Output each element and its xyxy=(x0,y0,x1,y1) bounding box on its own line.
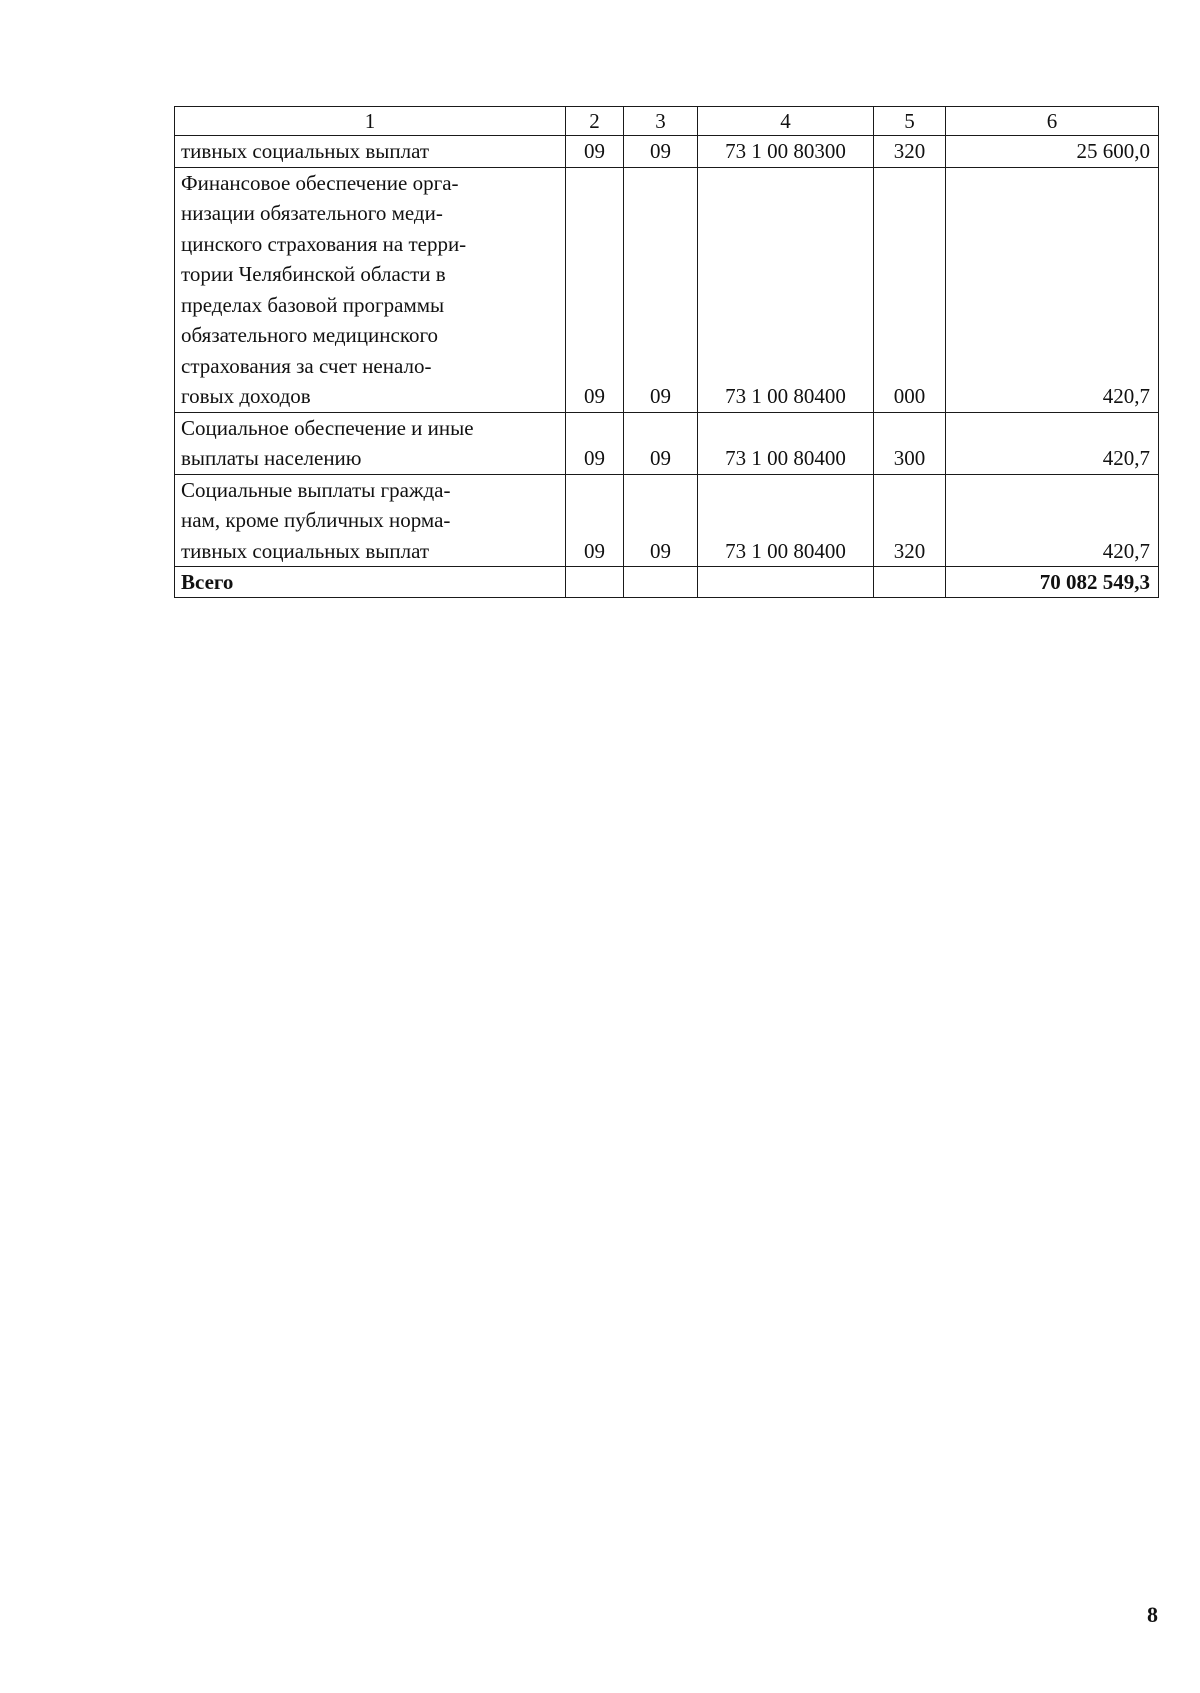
row-name-line: обязательного медицинского xyxy=(181,323,439,347)
table-row xyxy=(175,136,1159,168)
row-name-cell xyxy=(175,474,566,567)
rz-cell: 09 xyxy=(566,412,624,474)
vr-cell: 300 xyxy=(874,412,946,474)
total-sum: 70 082 549,3 xyxy=(946,567,1159,598)
row-name-line: Социальное обеспечение и иные xyxy=(181,415,474,440)
row-name-cell xyxy=(175,412,566,474)
table-row xyxy=(175,474,1159,567)
row-name-line: нам, кроме публичных норма- xyxy=(181,508,451,532)
row-name-line: говых доходов xyxy=(181,384,311,408)
column-header: 6 xyxy=(946,107,1159,136)
row-name-line: тивных социальных выплат xyxy=(181,139,430,163)
row-name-line: тории Челябинской области в xyxy=(181,262,446,286)
pr-cell: 09 xyxy=(624,474,698,567)
row-name-line: выплаты населению xyxy=(181,446,362,470)
empty-cell xyxy=(566,567,624,598)
row-name-cell xyxy=(175,167,566,412)
empty-cell xyxy=(624,567,698,598)
total-row xyxy=(175,567,1159,598)
csr-cell: 73 1 00 80300 xyxy=(698,136,874,168)
column-header: 4 xyxy=(698,107,874,136)
column-header: 2 xyxy=(566,107,624,136)
sum-cell: 25 600,0 xyxy=(946,136,1159,168)
empty-cell xyxy=(874,567,946,598)
row-name-line: тивных социальных выплат xyxy=(181,538,430,563)
empty-cell xyxy=(698,567,874,598)
column-header: 5 xyxy=(874,107,946,136)
pr-cell: 09 xyxy=(624,167,698,412)
vr-cell: 000 xyxy=(874,167,946,412)
row-name-cell xyxy=(175,136,566,168)
column-header: 3 xyxy=(624,107,698,136)
row-name-line: низации обязательного меди- xyxy=(181,201,443,225)
csr-cell: 73 1 00 80400 xyxy=(698,474,874,567)
column-header: 1 xyxy=(175,107,566,136)
vr-cell: 320 xyxy=(874,136,946,168)
sum-cell: 420,7 xyxy=(946,412,1159,474)
sum-cell: 420,7 xyxy=(946,474,1159,567)
page-number: 8 xyxy=(1147,1602,1158,1627)
table-row xyxy=(175,167,1159,412)
row-name-line: страхования за счет ненало- xyxy=(181,353,432,378)
csr-cell: 73 1 00 80400 xyxy=(698,167,874,412)
csr-cell: 73 1 00 80400 xyxy=(698,412,874,474)
row-name-line: цинского страхования на терри- xyxy=(181,231,467,256)
rz-cell: 09 xyxy=(566,474,624,567)
rz-cell: 09 xyxy=(566,136,624,168)
rz-cell: 09 xyxy=(566,167,624,412)
table-row xyxy=(175,412,1159,474)
pr-cell: 09 xyxy=(624,412,698,474)
budget-table xyxy=(174,106,1159,598)
row-name-line: Социальные выплаты гражда- xyxy=(181,477,451,502)
vr-cell: 320 xyxy=(874,474,946,567)
row-name-line: Финансовое обеспечение орга- xyxy=(181,170,459,195)
total-label: Всего xyxy=(175,567,566,598)
sum-cell: 420,7 xyxy=(946,167,1159,412)
pr-cell: 09 xyxy=(624,136,698,168)
table-header-row xyxy=(175,107,1159,136)
row-name-line: пределах базовой программы xyxy=(181,292,445,317)
